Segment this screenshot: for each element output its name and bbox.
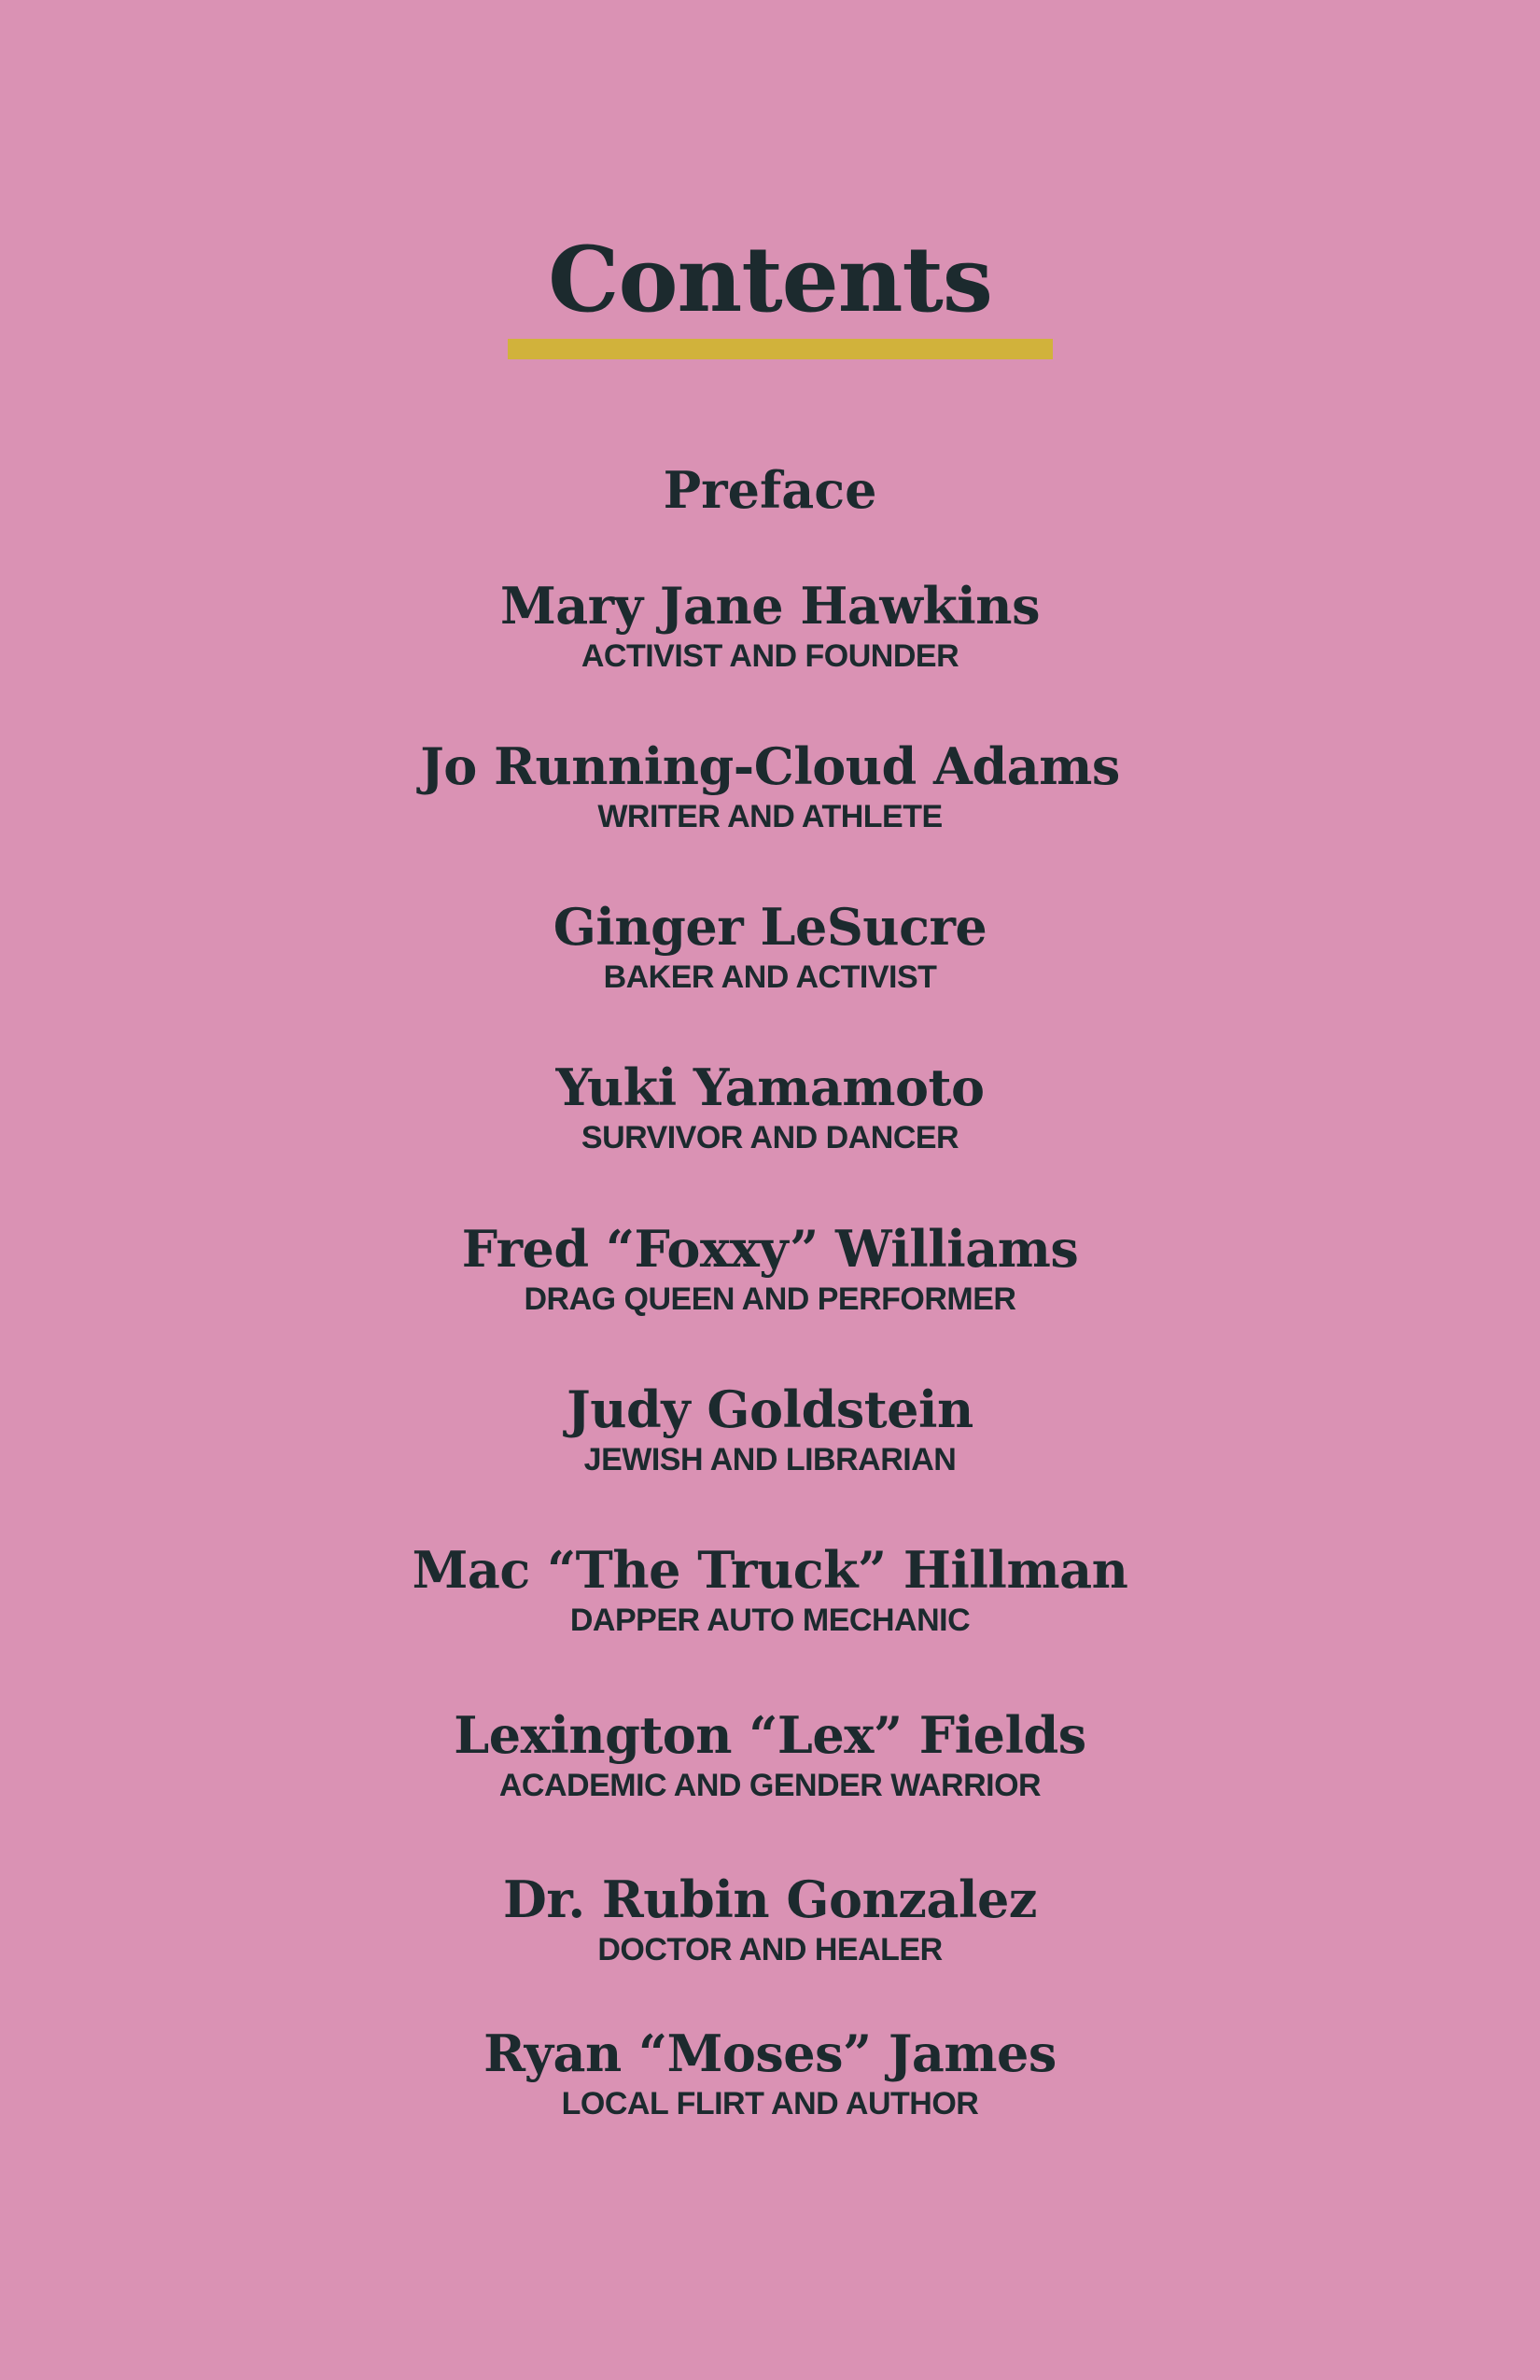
toc-entry[interactable]: [0, 1540, 1540, 1639]
title-underline: [508, 339, 1053, 359]
toc-entry-name: Mac “The Truck” Hillman: [412, 1540, 1128, 1600]
toc-entry-name: Judy Goldstein: [567, 1379, 973, 1439]
toc-entry-name: Yuki Yamamoto: [555, 1057, 985, 1117]
toc-item-preface[interactable]: Preface: [663, 460, 877, 520]
toc-entry-role: ACTIVIST AND FOUNDER: [581, 638, 959, 674]
toc-entry-role: DAPPER AUTO MECHANIC: [569, 1603, 971, 1638]
toc-entry-name: Ginger LeSucre: [553, 897, 987, 957]
toc-entry-role: WRITER AND ATHLETE: [597, 799, 943, 834]
toc-entry[interactable]: [0, 1057, 1540, 1156]
toc-entry[interactable]: [0, 2023, 1540, 2122]
toc-entry-role: DRAG QUEEN AND PERFORMER: [524, 1281, 1016, 1317]
toc-entry-role: ACADEMIC AND GENDER WARRIOR: [498, 1768, 1042, 1803]
toc-entry-name: Jo Running-Cloud Adams: [420, 736, 1120, 796]
toc-entry-role: BAKER AND ACTIVIST: [603, 959, 937, 995]
toc-entry[interactable]: [0, 1705, 1540, 1804]
toc-entry[interactable]: [0, 897, 1540, 996]
toc-entry[interactable]: [0, 1869, 1540, 1968]
toc-entry-name: Ryan “Moses” James: [483, 2023, 1057, 2083]
page-title: Contents: [548, 227, 992, 332]
toc-entry-name: Dr. Rubin Gonzalez: [503, 1869, 1037, 1929]
toc-entry-role: LOCAL FLIRT AND AUTHOR: [561, 2086, 979, 2121]
toc-entry[interactable]: [0, 1379, 1540, 1478]
toc-entry-name: Fred “Foxxy” Williams: [461, 1219, 1079, 1279]
toc-entry-role: SURVIVOR AND DANCER: [581, 1120, 959, 1155]
toc-entry-role: JEWISH AND LIBRARIAN: [583, 1442, 957, 1477]
toc-entry-role: DOCTOR AND HEALER: [597, 1932, 943, 1967]
toc-entry-name: Mary Jane Hawkins: [500, 576, 1040, 636]
toc-entry-name: Lexington “Lex” Fields: [454, 1705, 1086, 1765]
toc-entry[interactable]: [0, 576, 1540, 675]
toc-entry[interactable]: [0, 736, 1540, 835]
toc-entry[interactable]: [0, 1219, 1540, 1318]
